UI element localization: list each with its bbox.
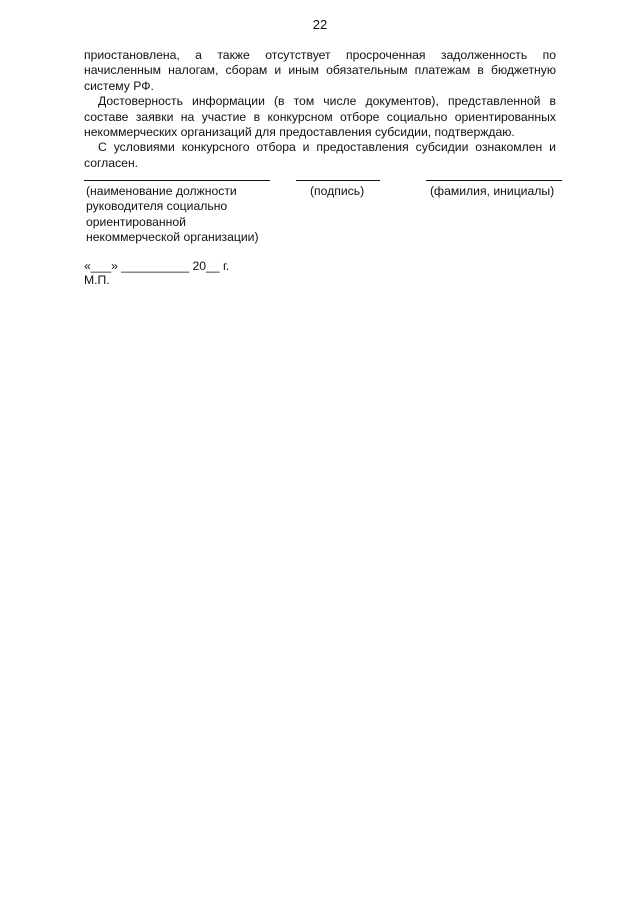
page-number: 22 [312,17,328,32]
position-signature-line [84,180,270,181]
paragraph-terms-agreement: С условиями конкурсного отбора и предоставления субсидии ознакомлен и согласен. [84,140,556,170]
paragraph-reliability-confirmation: Достоверность информации (в том числе документов), представленной в составе заявки на участие в конкурсном отборе социально ориентированных некоммерческих организаций для предоставления субсидии, подтверждаю. [84,94,556,140]
paragraph-continuation: приостановлена, а также отсутствует просроченная задолженность по начисленным налогам, сборам и иным обязательным платежам в бюджетную систему РФ. [84,48,556,93]
body-text [84,48,556,171]
signature-caption: (подпись) [310,184,365,198]
name-caption: (фамилия, инициалы) [430,184,555,198]
position-caption: (наименование должности руководителя социально ориентированной некоммерческой организации) [86,184,259,245]
date-line: «___» __________ 20__ г. [84,259,230,273]
stamp-placeholder: М.П. [84,273,110,287]
signature-block [84,172,564,252]
name-signature-line [426,180,562,181]
signature-line [296,180,380,181]
